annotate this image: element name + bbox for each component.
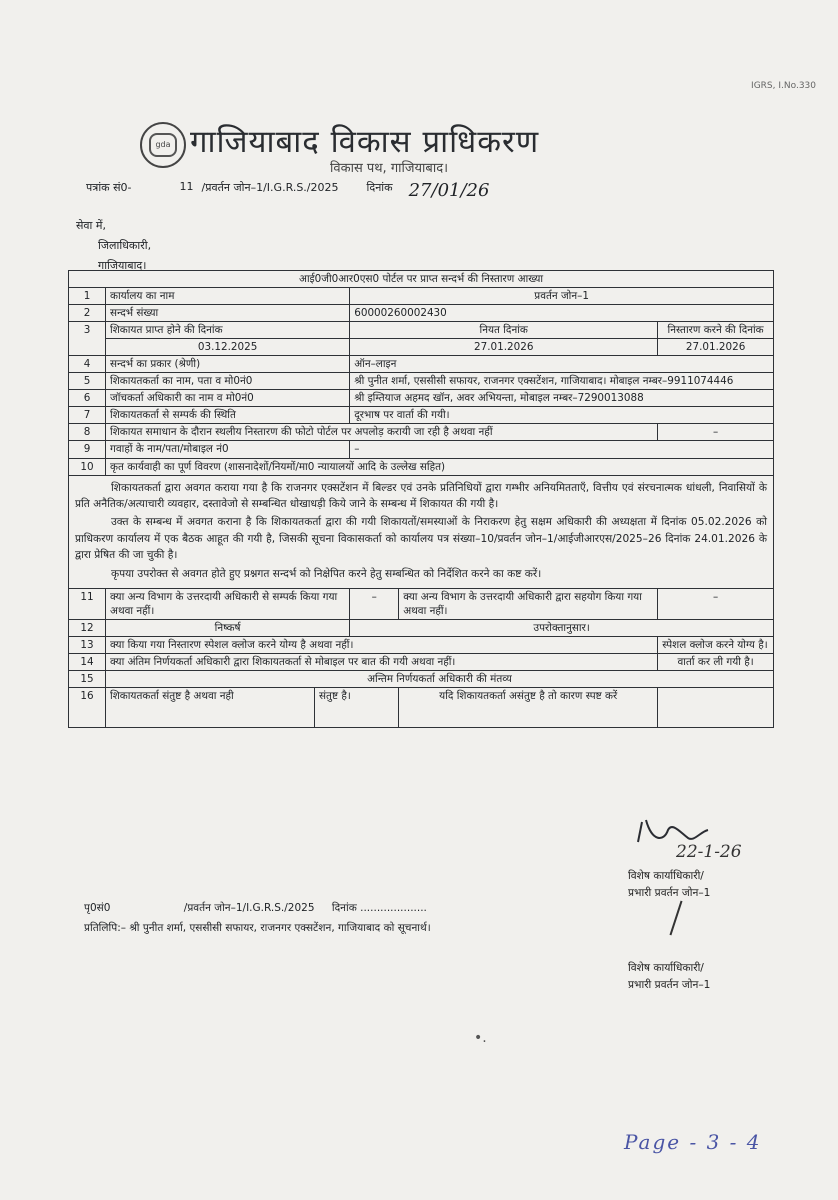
officer-title: विशेष कार्याधिकारी/: [628, 870, 704, 882]
table-row: [69, 390, 774, 407]
copy-line: प्रतिलिपि:– श्री पुनीत शर्मा, एससीसी सफायर, राजनगर एक्सटेंशन, गाजियाबाद को सूचनार्थ।: [84, 922, 431, 934]
signature-block-1: [628, 868, 710, 902]
table-row: [69, 441, 774, 458]
other-dept-cooperation-answer: –: [658, 589, 774, 620]
copy-prefix: पृ0सं0: [84, 902, 111, 914]
row-label: क्या किया गया निस्तारण स्पेशल क्लोज करने योग्य है अथवा नहीं।: [106, 637, 658, 654]
row-label: जॉचकर्ता अधिकारी का नाम व मो0नं0: [106, 390, 350, 407]
handwritten-page-note: Page - 3 - 4: [624, 1130, 762, 1154]
row-number: 2: [69, 305, 106, 322]
row-label: क्या अंतिम निर्णयकर्ता अधिकारी द्वारा शिकायतकर्ता से मोबाइल पर बात की गयी अथवा नहीं।: [106, 654, 658, 671]
row-value: श्री पुनीत शर्मा, एससीसी सफायर, राजनगर एक्सटेंशन, गाजियाबाद। मोबाइल नम्बर–9911074446: [350, 373, 774, 390]
table-row: [69, 305, 774, 322]
row-value: दूरभाष पर वार्ता की गयी।: [350, 407, 774, 424]
other-dept-cooperation-question: क्या अन्य विभाग के उत्तरदायी अधिकारी द्वारा सहयोग किया गया अथवा नहीं।: [399, 589, 658, 620]
table-row: [69, 373, 774, 390]
gda-logo-icon: gda: [140, 122, 186, 168]
row-number: 11: [69, 589, 106, 620]
ink-dot: •.: [474, 1030, 487, 1046]
table-row: [69, 322, 774, 339]
details-paragraph-1: शिकायतकर्ता द्वारा अवगत कराया गया है कि राजनगर एक्सटेंशन में बिल्डर एवं उनके प्रतिनिधियों द्वारा गम्भीर अनियमितताएँ, वित्तीय एवं संरचनात्मक धांधली, निवासियों के प्रति अनैतिक/अत्याचारी व्यवहार, दस्तावेजो से सम्बन्धित धोखाधड़ी किये जाने के सम्बन्ध में शिकायत की गयी है।: [75, 481, 768, 510]
table-row: [69, 688, 774, 728]
copy-date-blank: ....................: [360, 902, 427, 914]
table-row: [69, 637, 774, 654]
dissatisfaction-reason-label: यदि शिकायतकर्ता असंतुष्ट है तो कारण स्पष्ट करें: [399, 688, 658, 728]
row-label: गवाहों के नाम/पता/मोबाइल नं0: [106, 441, 350, 458]
row-label: सन्दर्भ संख्या: [106, 305, 350, 322]
addressee-city: गाजियाबाद।: [98, 259, 147, 272]
letter-prefix: पत्रांक सं0-: [86, 181, 132, 194]
row-value: 60000260002430: [350, 305, 774, 322]
signature-block-2: [628, 960, 710, 994]
due-date-header: नियत दिनांक: [350, 322, 658, 339]
disposal-date: 27.01.2026: [658, 339, 774, 356]
details-paragraph-2: उक्त के सम्बन्ध में अवगत कराना है कि शिकायतकर्ता द्वारा की गयी शिकायतों/समस्याओं के निराकरण हेतु सक्षम अधिकारी की अध्यक्षता में दिनांक 05.02.2026 को प्राधिकरण कार्यालय में एक बैठक आहूत की गयी है, जिसकी सूचना विकासकर्ता को कार्यालय पत्र संख्या–10/प्रवर्तन जोन–1/आईजीआरएस/2025–26 दिनांक 24.01.2026 के द्वारा प्रेषित की जा चुकी है।: [75, 516, 767, 562]
other-dept-contact-question: क्या अन्य विभाग के उत्तरदायी अधिकारी से सम्पर्क किया गया अथवा नहीं।: [106, 589, 350, 620]
row-number: 5: [69, 373, 106, 390]
row-label: शिकायत प्राप्त होने की दिनांक: [106, 322, 350, 339]
row-label: कार्यालय का नाम: [106, 288, 350, 305]
dissatisfaction-reason-value: [658, 688, 774, 728]
letter-ref: /प्रवर्तन जोन–1/I.G.R.S./2025: [201, 181, 339, 194]
row-number: 15: [69, 671, 106, 688]
table-title: आई0जी0आर0एस0 पोर्टल पर प्राप्त सन्दर्भ की निस्तारण आख्या: [69, 271, 774, 288]
row-number: 14: [69, 654, 106, 671]
officer-zone: प्रभारी प्रवर्तन जोन–1: [628, 979, 711, 991]
row-number: 3: [69, 322, 106, 356]
reference-code: IGRS, I.No.330: [751, 81, 816, 91]
copy-block: [84, 898, 644, 938]
row-label: कृत कार्यवाही का पूर्ण विवरण (शासनादेशों/नियमों/मा0 न्यायालयों आदि के उल्लेख सहित): [106, 458, 774, 475]
letter-number: 11: [179, 180, 194, 193]
officer-zone: प्रभारी प्रवर्तन जोन–1: [628, 887, 711, 899]
letter-reference-line: [86, 180, 626, 201]
copy-date-label: दिनांक: [331, 902, 357, 914]
table-row: [69, 654, 774, 671]
copy-ref: /प्रवर्तन जोन–1/I.G.R.S./2025: [183, 902, 315, 914]
table-title-row: [69, 271, 774, 288]
row-value: स्पेशल क्लोज करने योग्य है।: [658, 637, 774, 654]
table-row: [69, 424, 774, 441]
row-number: 10: [69, 458, 106, 475]
officer-title: विशेष कार्याधिकारी/: [628, 962, 704, 974]
row-number: 13: [69, 637, 106, 654]
row-label: शिकायत समाधान के दौरान स्थलीय निस्तारण की फोटो पोर्टल पर अपलोड़ करायी जा रही है अथवा नहीं: [106, 424, 658, 441]
table-row: [69, 589, 774, 620]
addressee-designation: जिलाधिकारी,: [98, 239, 152, 252]
row-number: 12: [69, 620, 106, 637]
row-value: वार्ता कर ली गयी है।: [658, 654, 774, 671]
table-row: [69, 356, 774, 373]
satisfaction-answer: संतुष्ट है।: [315, 688, 399, 728]
table-row: [69, 407, 774, 424]
date-label: दिनांक: [366, 181, 393, 194]
table-row: [69, 458, 774, 475]
row-number: 8: [69, 424, 106, 441]
signature-date: 22-1-26: [676, 842, 742, 862]
table-row: [69, 339, 774, 356]
disposal-report-table: [68, 270, 774, 728]
row-number: 1: [69, 288, 106, 305]
row-value: प्रवर्तन जोन–1: [350, 288, 774, 305]
row-label: शिकायतकर्ता से सम्पर्क की स्थिति: [106, 407, 350, 424]
row-label: निष्कर्ष: [106, 620, 350, 637]
satisfaction-question: शिकायतकर्ता संतुष्ट है अथवा नही: [106, 688, 315, 728]
row-value: श्री इम्तियाज अहमद खॉन, अवर अभियन्ता, मोबाइल नम्बर–7290013088: [350, 390, 774, 407]
disposal-date-header: निस्तारण करने की दिनांक: [658, 322, 774, 339]
row-value: –: [658, 424, 774, 441]
table-row: [69, 620, 774, 637]
table-row: [69, 475, 774, 588]
row-value: –: [350, 441, 774, 458]
row-value: उपरोक्तानुसार।: [350, 620, 774, 637]
row-number: 6: [69, 390, 106, 407]
pen-mark: [669, 901, 682, 936]
salutation: सेवा में,: [76, 219, 106, 232]
table-row: [69, 671, 774, 688]
handwritten-date: 27/01/26: [408, 180, 490, 201]
row-number: 7: [69, 407, 106, 424]
row-label: शिकायतकर्ता का नाम, पता व मो0नं0: [106, 373, 350, 390]
row-number: 9: [69, 441, 106, 458]
action-details: [69, 475, 774, 588]
row-label: अन्तिम निर्णयकर्ता अधिकारी की मंतव्य: [106, 671, 774, 688]
row-label: सन्दर्भ का प्रकार (श्रेणी): [106, 356, 350, 373]
other-dept-contact-answer: –: [350, 589, 399, 620]
table-row: [69, 288, 774, 305]
addressee-block: [76, 216, 151, 276]
details-paragraph-3: कृपया उपरोक्त से अवगत होते हुए प्रश्नगत सन्दर्भ को निक्षेपित करने हेतु सम्बन्धित को निर्देशित करने का कष्ट करें।: [111, 567, 542, 580]
row-value: ऑन–लाइन: [350, 356, 774, 373]
due-date: 27.01.2026: [350, 339, 658, 356]
row-number: 4: [69, 356, 106, 373]
organization-name: गाजियाबाद विकास प्राधिकरण: [190, 124, 540, 160]
organization-address: विकास पथ, गाजियाबाद।: [330, 161, 449, 176]
row-number: 16: [69, 688, 106, 728]
received-date: 03.12.2025: [106, 339, 350, 356]
